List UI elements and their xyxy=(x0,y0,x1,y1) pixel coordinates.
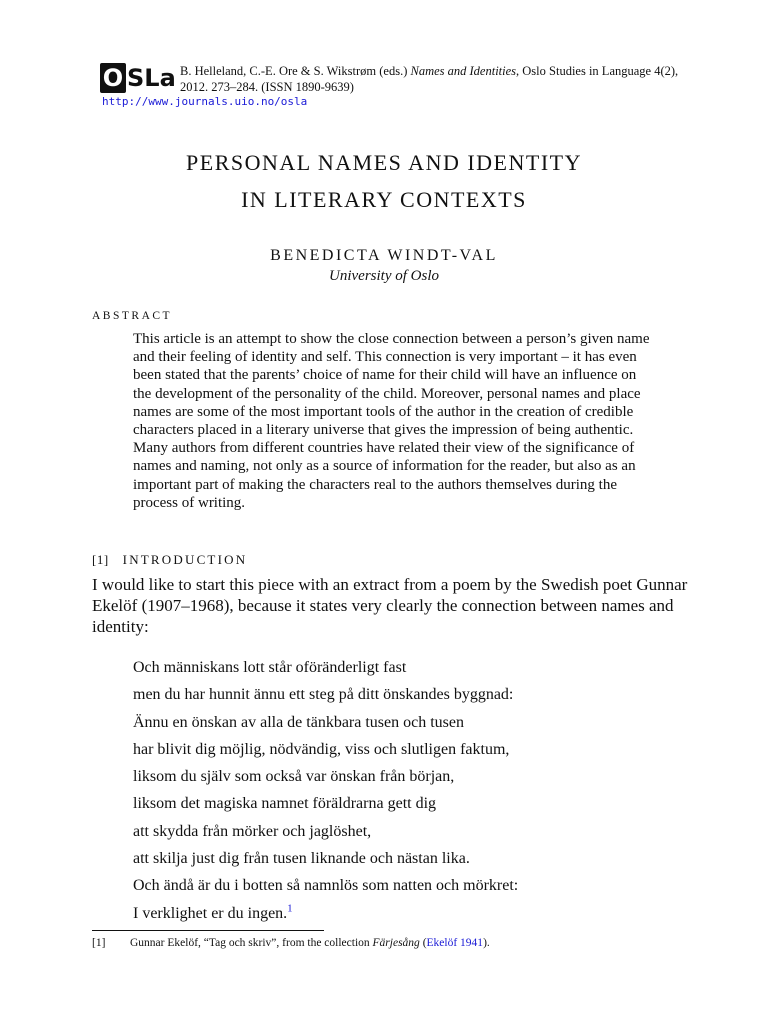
footnote-divider xyxy=(92,930,324,931)
poem-line: att skydda från mörker och jaglöshet, xyxy=(133,822,372,840)
logo-letter-o: O xyxy=(100,63,126,93)
abstract-text: This article is an attempt to show the close connection between a person’s given name and their feeling of identity and self. This connection is very important – it has even been stated that the parents’ choice of name for their child will have an influence on the development of the personality of the child. Moreover, personal names and place names are some of the most important tools of the author in the creation of credible characters placed in a literary universe that gives the impression of being authentic. Many authors from different countries have related their view of the significance of names and naming, not only as a source of information for the reader, but also as an important part of making the characters real to the authors themselves during the process of writing. xyxy=(133,331,650,511)
poem-line: Och ändå är du i botten så namnlös som natten och mörkret: xyxy=(133,877,519,895)
abstract-label: ABSTRACT xyxy=(92,310,173,322)
poem-line-text: I verklighet er du ingen. xyxy=(133,904,288,922)
poem-extract xyxy=(133,654,693,927)
footnote xyxy=(92,936,692,950)
article-title-line-1: PERSONAL NAMES AND IDENTITY xyxy=(186,150,582,175)
poem-line: Och människans lott står oföränderligt fast xyxy=(133,659,407,676)
poem-line: Ännu en önskan av alla de tänkbara tusen och tusen xyxy=(133,713,465,731)
author-name: BENEDICTA WINDT-VAL xyxy=(270,247,498,264)
citation-details: , Oslo Studies in Language 4(2), 2012. 273–284. (ISSN 1890-9639) xyxy=(180,64,679,94)
logo-letters: SLa xyxy=(127,64,176,92)
intro-paragraph: I would like to start this piece with an extract from a poem by the Swedish poet Gunnar Ekelöf (1907–1968), because it states very clearly the connection between names and identity: xyxy=(92,575,688,636)
citation-header xyxy=(180,63,680,95)
citation-editors: B. Helleland, C.-E. Ore & S. Wikstrøm (eds.) xyxy=(180,64,411,78)
poem-line-last xyxy=(133,900,693,927)
footnote-reference-link[interactable]: 1 xyxy=(287,902,293,915)
footnote-paren-close: ). xyxy=(483,937,490,949)
author-affiliation: University of Oslo xyxy=(329,268,439,284)
citation-book-title: Names and Identities xyxy=(410,64,517,78)
section-title: INTRODUCTION xyxy=(122,552,248,567)
poem-line: liksom det magiska namnet föräldrarna gett dig xyxy=(133,795,437,813)
section-heading xyxy=(92,552,247,568)
footnote-collection-title: Färjesång xyxy=(372,937,420,949)
poem-line: att skilja just dig från tusen liknande och nästan lika. xyxy=(133,850,470,868)
article-title-line-2: IN LITERARY CONTEXTS xyxy=(241,187,527,212)
osla-logo xyxy=(100,62,176,94)
footnote-text: Gunnar Ekelöf, “Tag och skriv”, from the collection xyxy=(130,937,373,949)
footnote-number: [1] xyxy=(92,937,106,949)
poem-line: liksom du själv som också var önskan från början, xyxy=(133,768,455,786)
journal-url-link[interactable]: http://www.journals.uio.no/osla xyxy=(102,95,308,108)
footnote-paren-open: ( xyxy=(419,937,427,949)
poem-line: men du har hunnit ännu ett steg på ditt önskandes byggnad: xyxy=(133,686,514,704)
section-number: [1] xyxy=(92,552,109,567)
footnote-citation-link[interactable]: Ekelöf 1941 xyxy=(426,937,484,949)
poem-line: har blivit dig möjlig, nödvändig, viss och slutligen faktum, xyxy=(133,740,510,758)
